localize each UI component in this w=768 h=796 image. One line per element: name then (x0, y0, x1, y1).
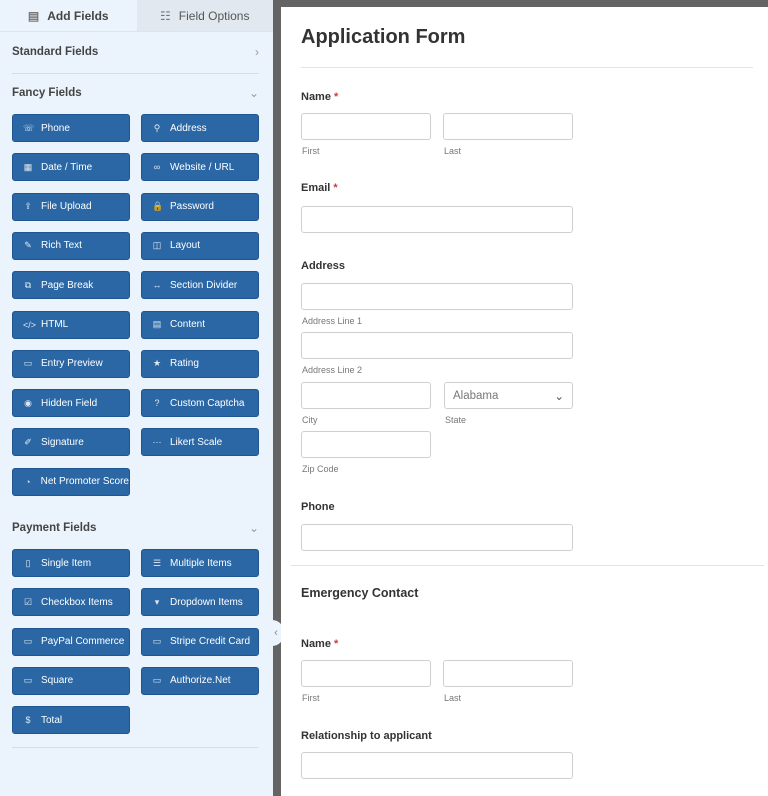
field-button-label: Stripe Credit Card (170, 636, 251, 648)
field-button-label: Password (170, 201, 214, 213)
phone-input[interactable] (301, 524, 573, 551)
ec-name-label: Name * (301, 638, 339, 650)
field-button-html[interactable] (12, 311, 130, 339)
field-button-likert-scale[interactable] (141, 428, 259, 456)
field-type-icon: ★ (152, 358, 162, 369)
emergency-contact-heading: Emergency Contact (301, 586, 419, 600)
relationship-input[interactable] (301, 752, 573, 779)
field-type-icon: ✎ (24, 240, 32, 251)
field-button-label: Content (170, 319, 206, 330)
first-sublabel: First (302, 693, 320, 703)
email-input[interactable] (301, 206, 573, 233)
field-type-icon: ⇪ (24, 201, 32, 212)
section-divider (291, 565, 764, 566)
field-type-icon: ? (154, 398, 160, 409)
field-type-icon: ☑ (23, 596, 33, 607)
field-type-icon: ∞ (153, 162, 161, 173)
field-button-rating[interactable] (141, 350, 259, 378)
zip-sublabel: Zip Code (302, 464, 339, 474)
field-button-square[interactable] (12, 667, 130, 695)
section-fancy-fields[interactable]: Fancy Fields ⌄ (12, 86, 259, 100)
field-button-label: PayPal Commerce (41, 636, 125, 648)
field-button-label: Layout (170, 240, 201, 252)
field-button-label: Page Break (41, 279, 94, 291)
field-button-label: Square (41, 675, 74, 687)
first-name-input[interactable] (301, 113, 431, 140)
section-payment-fields[interactable]: Payment Fields ⌄ (12, 521, 259, 535)
field-button-net-promoter-score[interactable] (12, 468, 130, 496)
city-sublabel: City (302, 415, 318, 425)
tab-add-fields[interactable]: ▤ Add Fields (0, 0, 137, 31)
field-type-icon: 🔒 (152, 201, 164, 212)
address-line2-input[interactable] (301, 332, 573, 359)
field-button-authorize-net[interactable] (141, 667, 259, 695)
field-type-icon: ⧉ (24, 279, 32, 290)
field-type-icon: ▭ (152, 636, 162, 647)
field-button-label: Likert Scale (170, 436, 223, 448)
divider (12, 73, 259, 74)
field-button-label: Website / URL (170, 161, 235, 173)
field-type-icon: ◫ (152, 240, 162, 251)
field-type-icon: ▭ (23, 675, 33, 686)
address-line2-sublabel: Address Line 2 (302, 365, 363, 375)
field-button-label: Single Item (41, 557, 92, 569)
email-label: Email * (301, 182, 338, 194)
address-line1-sublabel: Address Line 1 (302, 316, 363, 326)
chevron-down-icon: ⌄ (554, 390, 564, 403)
fields-panel (0, 0, 273, 796)
field-button-label: Total (41, 714, 63, 726)
field-button-label: Rating (170, 358, 199, 370)
field-button-entry-preview[interactable] (12, 350, 130, 378)
field-type-icon: ◉ (24, 397, 32, 408)
divider (301, 67, 753, 68)
field-button-label: Signature (41, 436, 84, 448)
field-button-paypal-commerce[interactable] (12, 628, 130, 656)
field-button-website-url[interactable] (141, 153, 259, 181)
field-button-content[interactable] (141, 311, 259, 339)
field-button-single-item[interactable] (12, 549, 130, 577)
ec-first-name-input[interactable] (301, 660, 431, 687)
form-preview (281, 7, 768, 796)
field-type-icon: ▯ (25, 557, 31, 568)
field-button-label: Multiple Items (170, 557, 232, 569)
chevron-down-icon: ⌄ (248, 521, 259, 535)
last-name-input[interactable] (443, 113, 573, 140)
field-button-total[interactable] (12, 706, 130, 734)
zip-input[interactable] (301, 431, 431, 458)
field-type-icon: ☰ (152, 557, 162, 568)
relationship-label: Relationship to applicant (301, 730, 432, 742)
field-button-file-upload[interactable] (12, 193, 130, 221)
field-button-label: Rich Text (41, 240, 82, 252)
field-button-page-break[interactable] (12, 271, 130, 299)
sliders-icon: ☷ (160, 8, 171, 23)
field-type-icon: ▭ (23, 358, 33, 369)
field-type-icon: ☏ (23, 122, 35, 133)
chevron-down-icon: ⌄ (248, 86, 259, 100)
field-button-label: Authorize.Net (170, 675, 231, 687)
field-type-icon: ◔ (25, 476, 31, 487)
field-button-rich-text[interactable] (12, 232, 130, 260)
address-label: Address (301, 260, 346, 272)
field-button-dropdown-items[interactable] (141, 588, 259, 616)
field-button-label: Section Divider (170, 279, 238, 291)
field-button-custom-captcha[interactable] (141, 389, 259, 417)
state-sublabel: State (445, 415, 467, 425)
field-button-multiple-items[interactable] (141, 549, 259, 577)
state-select[interactable]: Alabama ⌄ (444, 382, 573, 409)
field-button-label: Net Promoter Score (40, 476, 129, 488)
form-title: Application Form (301, 26, 466, 48)
name-label: Name * (301, 91, 339, 103)
field-button-label: Entry Preview (41, 358, 103, 370)
field-button-layout[interactable] (141, 232, 259, 260)
field-button-label: Address (170, 122, 207, 134)
field-button-signature[interactable] (12, 428, 130, 456)
list-icon: ▤ (27, 8, 40, 23)
section-standard-fields[interactable]: Standard Fields › (12, 45, 259, 59)
field-button-password[interactable] (141, 193, 259, 221)
chevron-right-icon: › (255, 45, 259, 59)
address-line1-input[interactable] (301, 283, 573, 310)
field-button-address[interactable] (141, 114, 259, 142)
field-button-stripe-credit-card[interactable] (141, 628, 259, 656)
field-button-label: Date / Time (41, 161, 93, 173)
first-sublabel: First (302, 146, 320, 156)
city-input[interactable] (301, 382, 431, 409)
field-button-label: Checkbox Items (41, 596, 113, 608)
field-type-icon: ▭ (23, 636, 33, 647)
field-button-label: Custom Captcha (170, 397, 245, 409)
chevron-left-icon: ‹ (274, 627, 278, 639)
field-button-hidden-field[interactable] (12, 389, 130, 417)
field-type-icon: ⚲ (153, 122, 161, 133)
field-button-section-divider[interactable] (141, 271, 259, 299)
field-button-date-time[interactable] (12, 153, 130, 181)
tab-field-options[interactable]: ☷ Field Options (137, 0, 274, 31)
field-type-icon: $ (25, 715, 31, 726)
field-type-icon: ▦ (23, 161, 33, 172)
field-button-phone[interactable] (12, 114, 130, 142)
field-button-checkbox-items[interactable] (12, 588, 130, 616)
last-sublabel: Last (444, 693, 462, 703)
field-button-label: HTML (41, 319, 69, 330)
field-button-label: File Upload (41, 201, 92, 213)
last-sublabel: Last (444, 146, 462, 156)
field-type-icon: </> (23, 319, 37, 330)
field-type-icon: ▭ (152, 675, 162, 686)
ec-last-name-input[interactable] (443, 660, 573, 687)
phone-label: Phone (301, 501, 335, 513)
field-type-icon: ↔ (152, 280, 162, 291)
field-button-label: Hidden Field (41, 397, 98, 409)
field-type-icon: ▤ (152, 319, 162, 329)
divider (12, 747, 259, 748)
field-type-icon: ✐ (24, 436, 32, 447)
field-type-icon: ▾ (154, 596, 160, 607)
field-button-label: Phone (41, 122, 70, 134)
field-button-label: Dropdown Items (170, 596, 243, 608)
field-type-icon: ⋯ (152, 436, 162, 447)
